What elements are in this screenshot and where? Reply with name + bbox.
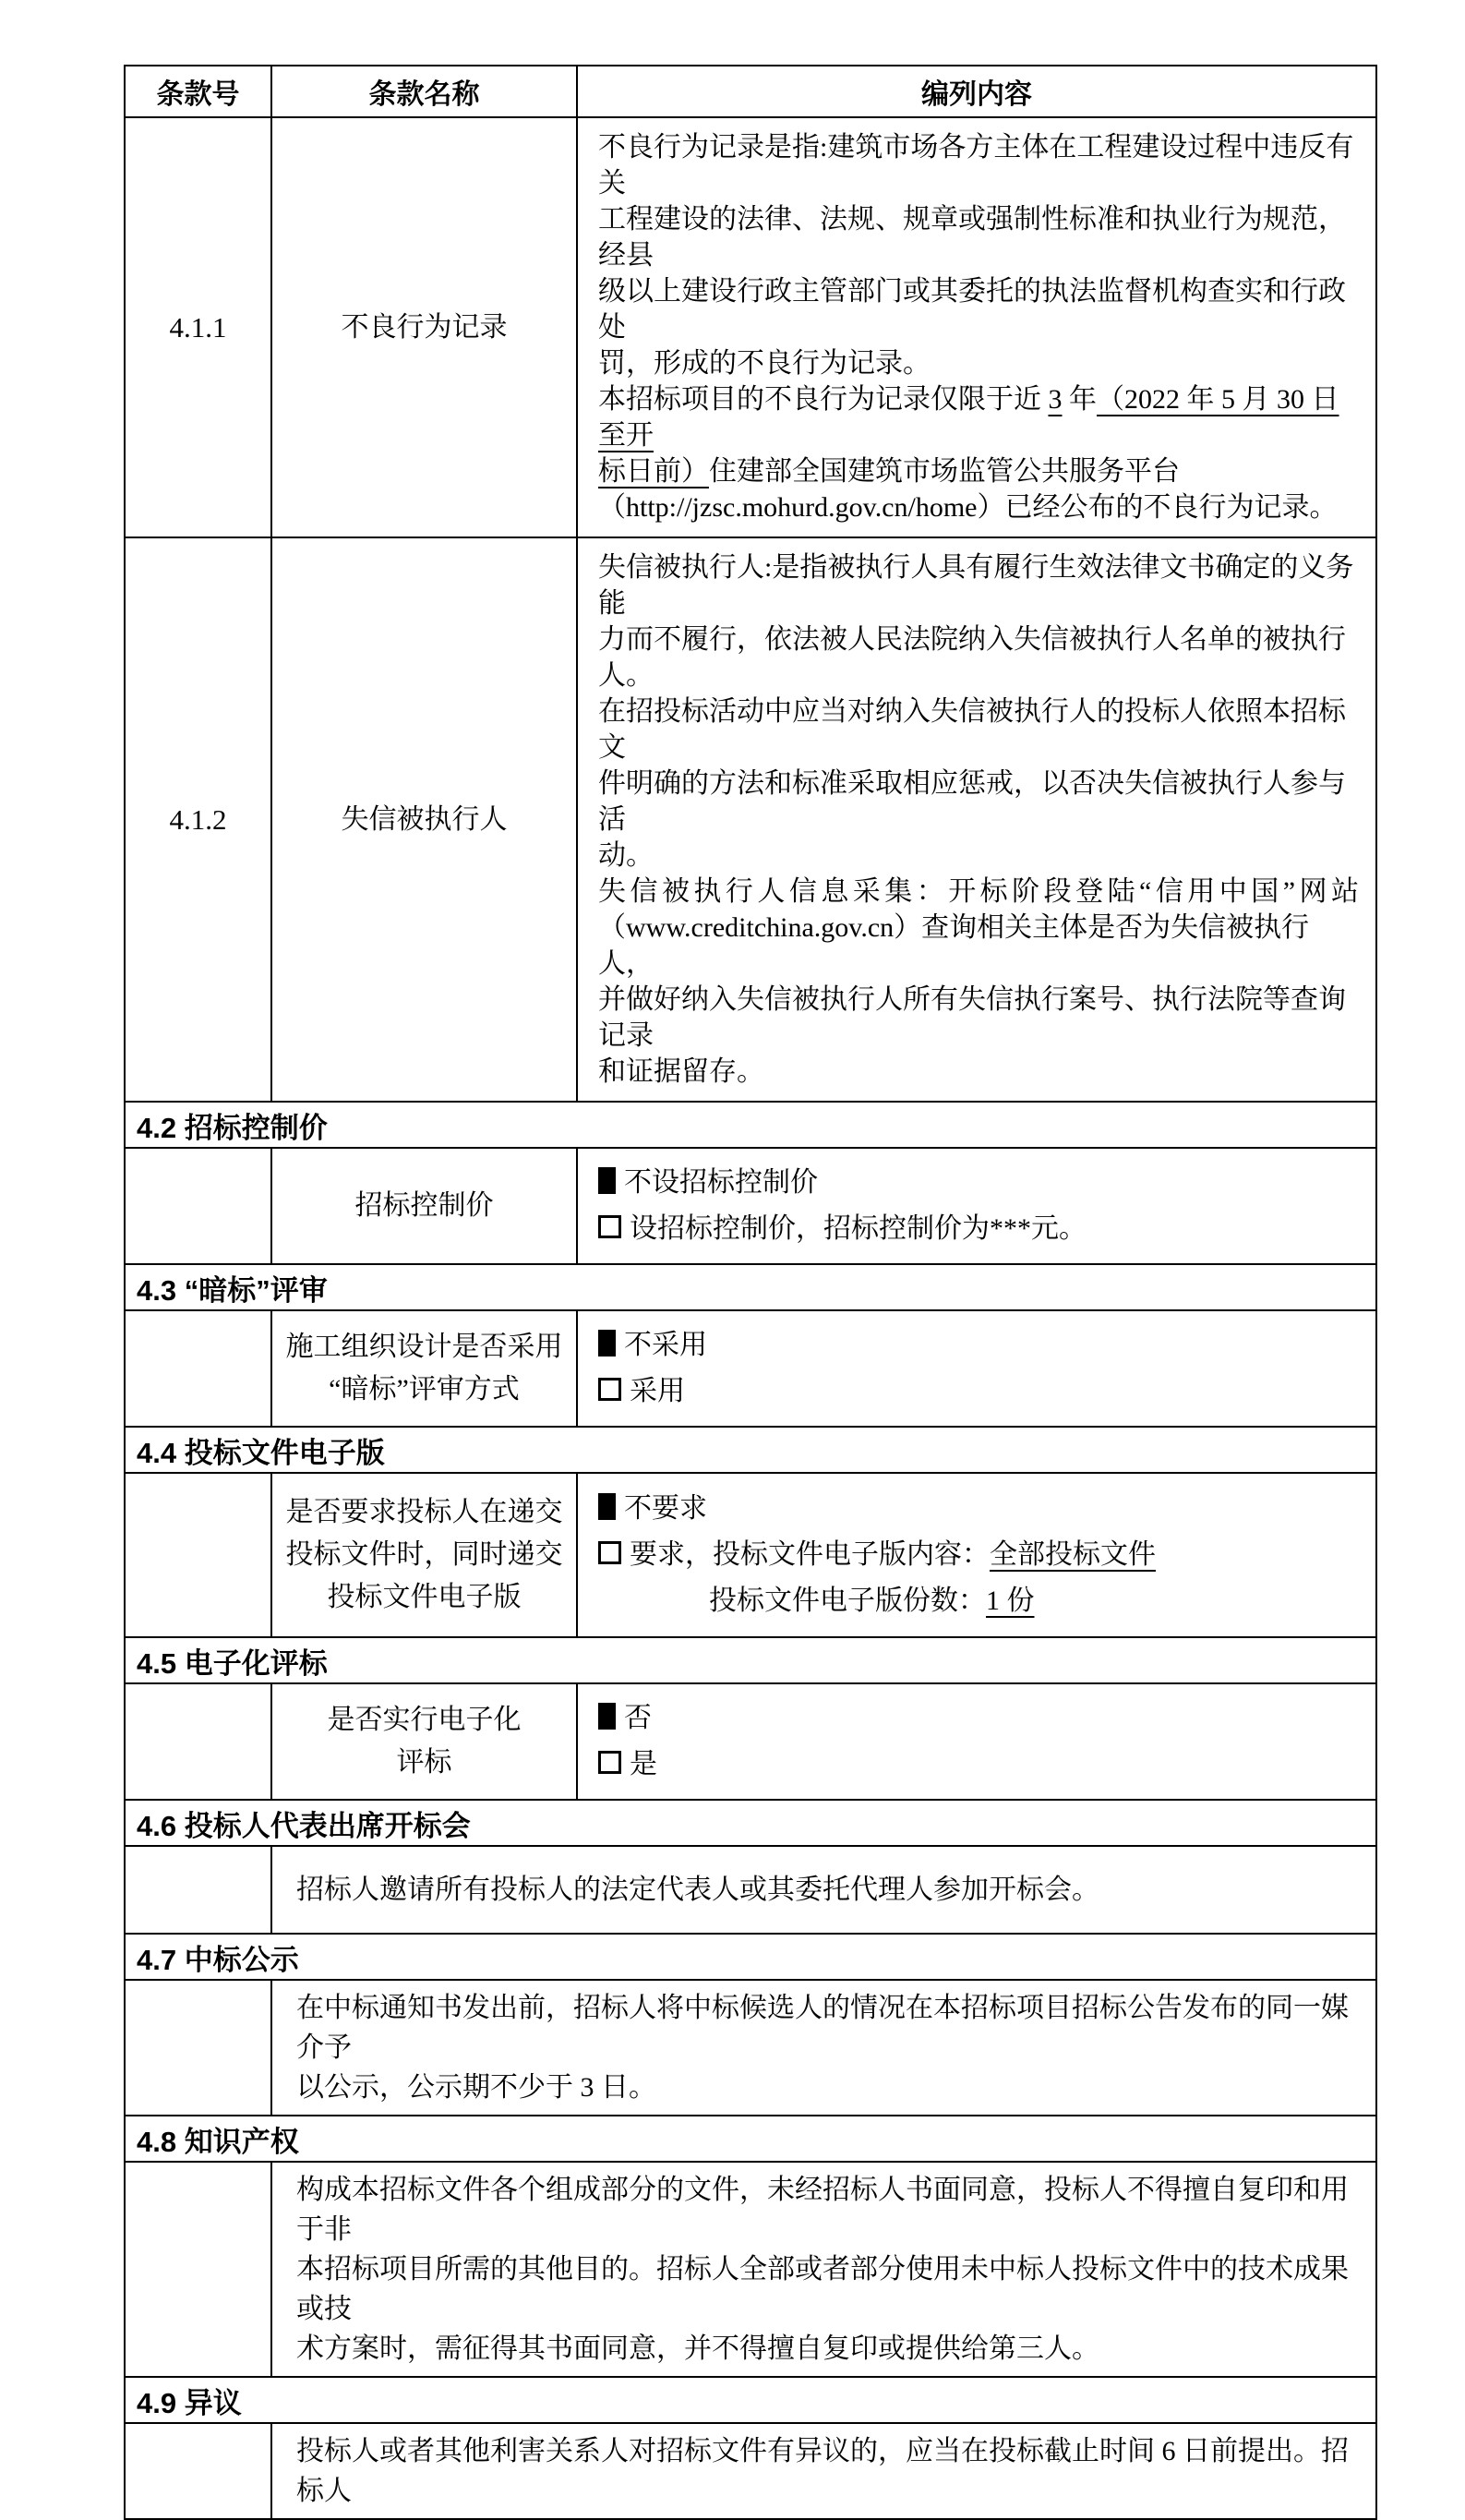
- text-segment: 动。: [598, 840, 654, 871]
- content-line: [296, 2170, 1355, 2249]
- table-header: [125, 66, 1376, 117]
- text-segment: 工程建设的法律、法规、规章或强制性标准和执业行为规范，经县: [598, 204, 1346, 271]
- text-segment: 和证据留存。: [598, 1056, 764, 1087]
- text-segment: 招标人邀请所有投标人的法定代表人或其委托代理人参加开标会。: [296, 1875, 1099, 1905]
- content-line: [598, 129, 1359, 201]
- clause-row: [125, 1148, 1376, 1264]
- clause-row: [125, 117, 1376, 537]
- content-line: [598, 273, 1359, 345]
- clause-content-cell: [577, 1473, 1376, 1637]
- text-segment: （http://jzsc.mohurd.gov.cn/home）已经公布的不良行为记录。: [598, 492, 1338, 523]
- section-title: 4.3 “暗标”评审: [125, 1264, 1376, 1310]
- content-line: [598, 838, 1359, 874]
- clause-name-cell: [271, 117, 577, 537]
- clause-no-cell: [125, 1148, 271, 1264]
- content-line: [598, 910, 1359, 982]
- clause-row: [125, 2423, 1376, 2519]
- text-segment: 构成本招标文件各个组成部分的文件，未经招标人书面同意，投标人不得擅自复印和用于非: [296, 2175, 1349, 2245]
- header-clause-name: 条款名称: [271, 66, 577, 117]
- clause-name-cell: [271, 1310, 577, 1427]
- clause-no-cell: [125, 1683, 271, 1800]
- clause-name-line: 投标文件电子版: [327, 1582, 522, 1612]
- checkbox-checked-icon: [598, 1493, 616, 1520]
- section-row: [125, 2116, 1376, 2162]
- content-line: [598, 982, 1359, 1054]
- content-line: [598, 1532, 1359, 1578]
- text-segment: 本招标项目所需的其他目的。招标人全部或者部分使用未中标人投标文件中的技术成果或技: [296, 2254, 1349, 2324]
- text-segment: 采用: [630, 1376, 685, 1406]
- checkbox-unchecked-icon: [598, 1541, 621, 1564]
- clause-name-line: 评标: [396, 1747, 452, 1778]
- clause-content-cell: [577, 1310, 1376, 1427]
- clauses-table: [124, 65, 1377, 2520]
- clause-name-line: 招标控制价: [354, 1190, 494, 1221]
- clause-no-cell: [125, 1980, 271, 2116]
- text-segment: 力而不履行，依法被人民法院纳入失信被执行人名单的被执行人。: [598, 624, 1346, 691]
- content-line: [598, 1160, 1359, 1206]
- clause-name-line: 失信被执行人: [341, 803, 508, 835]
- clause-content-cell: [271, 2162, 1376, 2377]
- checkbox-unchecked-icon: [598, 1751, 621, 1774]
- content-line: [598, 1322, 1359, 1369]
- clause-no-cell: [125, 2423, 271, 2519]
- clause-content-cell: [577, 1683, 1376, 1800]
- text-segment: 投标文件电子版份数：: [598, 1586, 986, 1616]
- text-segment: 在招投标活动中应当对纳入失信被执行人的投标人依照本招标文: [598, 696, 1346, 763]
- section-row: [125, 1102, 1376, 1148]
- clause-no-cell: 4.1.1: [125, 117, 271, 537]
- text-segment: 失信被执行人:是指被执行人具有履行生效法律文书确定的义务能: [598, 552, 1354, 619]
- text-segment: 失信被执行人信息采集：开标阶段登陆“信用中国”网站: [598, 876, 1359, 907]
- text-segment: 年: [1062, 384, 1097, 415]
- content-line: [598, 453, 1359, 489]
- content-line: [598, 1054, 1359, 1090]
- filled-in-value: 标日前）: [598, 456, 709, 487]
- checkbox-checked-icon: [598, 1167, 616, 1194]
- content-line: [598, 549, 1359, 621]
- clause-content-cell: [577, 1148, 1376, 1264]
- text-segment: 本招标项目的不良行为记录仅限于近: [598, 384, 1049, 415]
- content-line: [296, 2431, 1355, 2511]
- clause-content-cell: [271, 1846, 1376, 1934]
- checkbox-checked-icon: [598, 1330, 616, 1356]
- section-title: 4.7 中标公示: [125, 1934, 1376, 1980]
- clause-name-line: 是否实行电子化: [327, 1705, 522, 1735]
- clause-no-cell: [125, 1846, 271, 1934]
- clause-name-line: 不良行为记录: [341, 311, 508, 343]
- content-line: [598, 489, 1359, 525]
- section-row: [125, 1264, 1376, 1310]
- clause-name-line: “暗标”评审方式: [329, 1374, 520, 1405]
- text-segment: 设招标控制价，招标控制价为***元。: [630, 1213, 1087, 1244]
- text-segment: 要求，投标文件电子版内容：: [630, 1539, 990, 1570]
- clause-name-cell: [271, 1148, 577, 1264]
- content-line: [598, 621, 1359, 693]
- clause-row: [125, 537, 1376, 1102]
- filled-in-value: 全部投标文件: [990, 1539, 1156, 1570]
- clause-content-cell: [271, 2423, 1376, 2519]
- content-line: [598, 381, 1359, 453]
- section-row: [125, 1934, 1376, 1980]
- checkbox-checked-icon: [598, 1703, 616, 1730]
- section-row: [125, 1427, 1376, 1473]
- content-line: [296, 2068, 1355, 2107]
- text-segment: 在中标通知书发出前，招标人将中标候选人的情况在本招标项目招标公告发布的同一媒介予: [296, 1993, 1349, 2063]
- filled-in-value: （2022 年 5 月 30 日至开: [598, 384, 1339, 451]
- content-line: [296, 1988, 1355, 2068]
- content-line: [598, 201, 1359, 273]
- section-row: [125, 2377, 1376, 2423]
- content-line: [598, 766, 1359, 838]
- clause-no-cell: [125, 1310, 271, 1427]
- clause-no-cell: [125, 1473, 271, 1637]
- clause-content-cell: [577, 537, 1376, 1102]
- header-content: 编列内容: [577, 66, 1376, 117]
- section-row: [125, 1800, 1376, 1846]
- clause-no-cell: [125, 2162, 271, 2377]
- content-line: [598, 1578, 1359, 1624]
- text-segment: 罚，形成的不良行为记录。: [598, 348, 931, 379]
- text-segment: 不采用: [624, 1330, 707, 1360]
- clause-row: [125, 2162, 1376, 2377]
- text-segment: 以公示，公示期不少于 3 日。: [296, 2072, 656, 2103]
- content-line: [598, 1695, 1359, 1742]
- text-segment: （www.creditchina.gov.cn）查询相关主体是否为失信被执行人，: [598, 912, 1310, 979]
- section-title: 4.2 招标控制价: [125, 1102, 1376, 1148]
- text-segment: 投标人或者其他利害关系人对招标文件有异议的，应当在投标截止时间 6 日前提出。招标人: [296, 2436, 1349, 2506]
- text-segment: 术方案时，需征得其书面同意，并不得擅自复印或提供给第三人。: [296, 2333, 1099, 2364]
- clause-row: [125, 1473, 1376, 1637]
- content-line: [296, 1870, 1355, 1910]
- text-segment: 是: [630, 1749, 657, 1779]
- section-title: 4.9 异议: [125, 2377, 1376, 2423]
- content-line: [598, 1206, 1359, 1252]
- section-title: 4.4 投标文件电子版: [125, 1427, 1376, 1473]
- clause-content-cell: [271, 1980, 1376, 2116]
- text-segment: 件明确的方法和标准采取相应惩戒，以否决失信被执行人参与活: [598, 768, 1346, 835]
- section-title: 4.8 知识产权: [125, 2116, 1376, 2162]
- section-title: 4.6 投标人代表出席开标会: [125, 1800, 1376, 1846]
- text-segment: 否: [624, 1703, 652, 1733]
- content-line: [598, 693, 1359, 766]
- text-segment: 不设招标控制价: [624, 1167, 818, 1198]
- table-body: [125, 117, 1376, 2519]
- content-line: [598, 874, 1359, 910]
- checkbox-unchecked-icon: [598, 1378, 621, 1401]
- filled-in-value: 3: [1048, 384, 1063, 415]
- section-row: [125, 1637, 1376, 1683]
- clause-no-cell: 4.1.2: [125, 537, 271, 1102]
- clause-name-line: 施工组织设计是否采用: [285, 1332, 563, 1362]
- header-clause-no: 条款号: [125, 66, 271, 117]
- clause-row: [125, 1310, 1376, 1427]
- text-segment: 住建部全国建筑市场监管公共服务平台: [709, 456, 1180, 487]
- content-line: [598, 1369, 1359, 1415]
- text-segment: 并做好纳入失信被执行人所有失信执行案号、执行法院等查询记录: [598, 984, 1346, 1051]
- text-segment: 不良行为记录是指:建筑市场各方主体在工程建设过程中违反有关: [598, 132, 1354, 199]
- header-row: [125, 66, 1376, 117]
- content-line: [598, 1742, 1359, 1788]
- clause-row: [125, 1683, 1376, 1800]
- text-segment: 级以上建设行政主管部门或其委托的执法监督机构查实和行政处: [598, 276, 1346, 343]
- content-line: [296, 2249, 1355, 2329]
- content-line: [598, 345, 1359, 381]
- text-segment: 不要求: [624, 1493, 707, 1524]
- clause-name-cell: [271, 1683, 577, 1800]
- clause-name-cell: [271, 1473, 577, 1637]
- clause-content-cell: [577, 117, 1376, 537]
- filled-in-value: 1 份: [986, 1586, 1035, 1616]
- clause-name-line: 是否要求投标人在递交: [285, 1497, 563, 1527]
- clause-name-line: 投标文件时，同时递交: [285, 1539, 563, 1570]
- clause-row: [125, 1980, 1376, 2116]
- checkbox-unchecked-icon: [598, 1215, 621, 1238]
- section-title: 4.5 电子化评标: [125, 1637, 1376, 1683]
- content-line: [296, 2329, 1355, 2369]
- content-line: [598, 1486, 1359, 1532]
- clause-row: [125, 1846, 1376, 1934]
- clause-name-cell: [271, 537, 577, 1102]
